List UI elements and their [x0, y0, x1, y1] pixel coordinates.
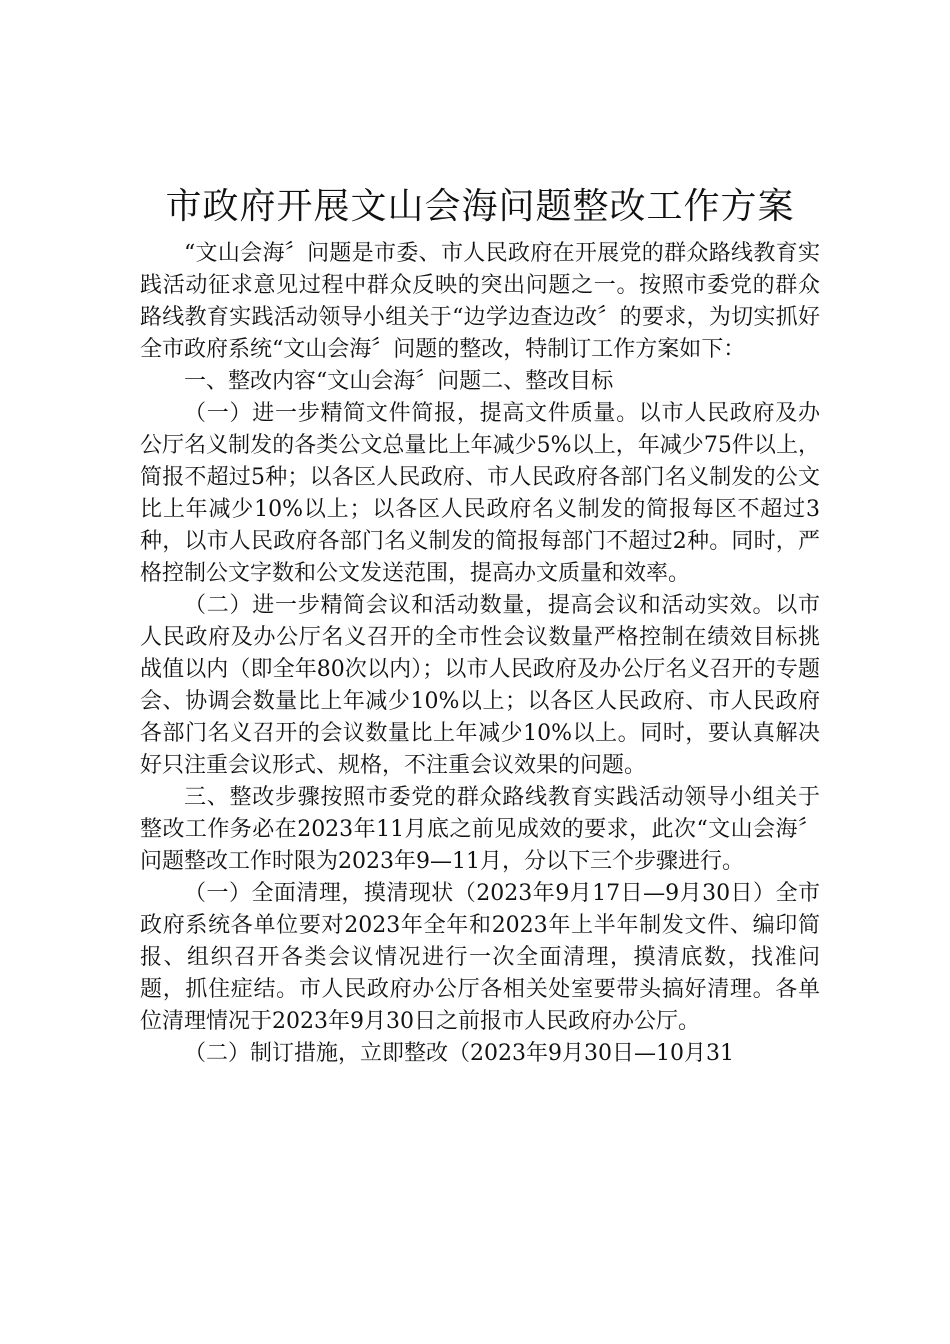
- goal-1-paragraph: （一）进一步精简文件简报，提高文件质量。以市人民政府及办公厅名义制发的各类公文总量比上年减少5%以上，年减少75件以上，简报不超过5种；以各区人民政府、市人民政府各部门名义制发的公文比上年减少10%以上；以各区人民政府名义制发的简报每区不超过3种，以市人民政府各部门名义制发的简报每部门不超过2种。同时，严格控制公文字数和公文发送范围，提高办文质量和效率。: [140, 401, 820, 586]
- step-1-paragraph: （一）全面清理，摸清现状（2023年9月17日—9月30日）全市政府系统各单位要对2023年全年和2023年上半年制发文件、编印简报、组织召开各类会议情况进行一次全面清理，摸清底数，找准问题，抓住症结。市人民政府办公厅各相关处室要带头搞好清理。各单位清理情况于2023年9月30日之前报市人民政府办公厅。: [140, 881, 820, 1034]
- step-2-paragraph: （二）制订措施，立即整改（2023年9月30日—10月31: [184, 1041, 734, 1066]
- section-steps-paragraph: 三、整改步骤按照市委党的群众路线教育实践活动领导小组关于整改工作务必在2023年11月底之前见成效的要求，此次“文山会海〞问题整改工作时限为2023年9—11月，分以下三个步骤进行。: [140, 785, 820, 874]
- intro-paragraph: “文山会海〞问题是市委、市人民政府在开展党的群众路线教育实践活动征求意见过程中群众反映的突出问题之一。按照市委党的群众路线教育实践活动领导小组关于“边学边查边改〞的要求，为切实抓好全市政府系统“文山会海〞问题的整改，特制订工作方案如下：: [140, 241, 820, 362]
- section-heading-content-goals: 一、整改内容“文山会海〞问题二、整改目标: [184, 369, 614, 394]
- document-title: 市政府开展文山会海问题整改工作方案: [165, 186, 795, 227]
- goal-2-paragraph: （二）进一步精简会议和活动数量，提高会议和活动实效。以市人民政府及办公厅名义召开的全市性会议数量严格控制在绩效目标挑战值以内（即全年80次以内）；以市人民政府及办公厅名义召开的专题会、协调会数量比上年减少10%以上；以各区人民政府、市人民政府各部门名义召开的会议数量比上年减少10%以上。同时，要认真解决好只注重会议形式、规格，不注重会议效果的问题。: [140, 593, 820, 778]
- document-page: [140, 180, 820, 1070]
